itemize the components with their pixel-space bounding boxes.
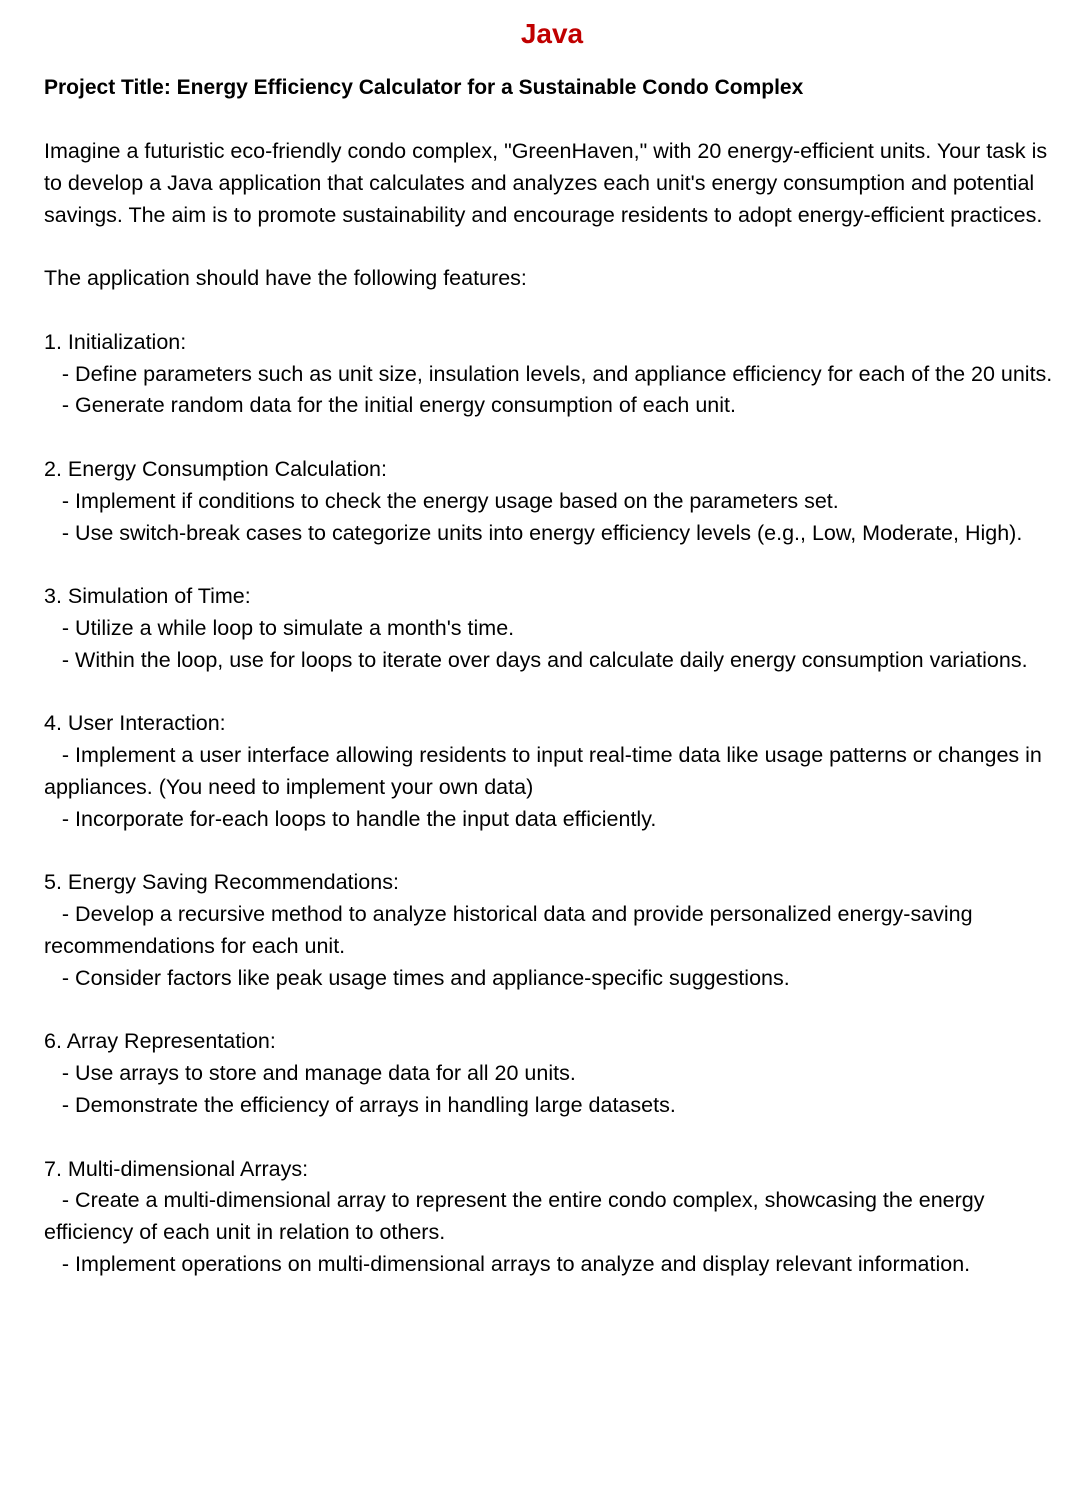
- section-bullet: - Develop a recursive method to analyze historical data and provide personalized energy-saving recommendations for each unit.: [44, 902, 979, 958]
- features-intro: The application should have the following features:: [44, 266, 527, 291]
- section-bullet: - Implement if conditions to check the energy usage based on the parameters set.: [44, 488, 839, 513]
- section-heading: 5. Energy Saving Recommendations:: [44, 870, 399, 895]
- section-bullet: - Use switch-break cases to categorize units into energy efficiency levels (e.g., Low, Moderate, High).: [44, 520, 1023, 545]
- document-heading: Java: [520, 18, 584, 49]
- section-heading: 2. Energy Consumption Calculation:: [44, 456, 387, 481]
- section-multidimensional-arrays: [44, 1154, 1060, 1281]
- section-energy-consumption: [44, 454, 1060, 549]
- section-heading: 6. Array Representation:: [44, 1029, 276, 1054]
- section-bullet: - Demonstrate the efficiency of arrays in handling large datasets.: [44, 1092, 676, 1117]
- section-bullet: - Use arrays to store and manage data for all 20 units.: [44, 1061, 576, 1086]
- section-bullet: - Consider factors like peak usage times and appliance-specific suggestions.: [44, 965, 790, 990]
- document-page: [44, 14, 1060, 1312]
- section-user-interaction: [44, 708, 1060, 835]
- section-initialization: [44, 327, 1060, 422]
- section-simulation-of-time: [44, 581, 1060, 676]
- section-bullet: - Create a multi-dimensional array to represent the entire condo complex, showcasing the energy efficiency of each unit in relation to others.: [44, 1188, 991, 1245]
- project-title: Project Title: Energy Efficiency Calculator for a Sustainable Condo Complex: [44, 76, 804, 99]
- section-heading: 7. Multi-dimensional Arrays:: [44, 1156, 309, 1181]
- section-bullet: - Generate random data for the initial energy consumption of each unit.: [44, 393, 736, 418]
- section-heading: 4. User Interaction:: [44, 711, 226, 736]
- section-bullet: - Define parameters such as unit size, insulation levels, and appliance efficiency for each of the 20 units.: [44, 361, 1053, 386]
- section-heading: 1. Initialization:: [44, 329, 187, 354]
- section-bullet: - Implement operations on multi-dimensional arrays to analyze and display relevant information.: [44, 1251, 971, 1276]
- section-bullet: - Utilize a while loop to simulate a month's time.: [44, 615, 515, 640]
- section-array-representation: [44, 1026, 1060, 1121]
- section-heading: 3. Simulation of Time:: [44, 584, 251, 609]
- intro-paragraph: Imagine a futuristic eco-friendly condo complex, "GreenHaven," with 20 energy-efficient units. Your task is to develop a Java application that calculates and analyzes each unit's energy consumption and potential savings. The aim is to promote sustainability and encourage residents to adopt energy-efficient practices.: [44, 139, 1048, 227]
- section-bullet: - Incorporate for-each loops to handle the input data efficiently.: [44, 806, 657, 831]
- section-bullet: - Within the loop, use for loops to iterate over days and calculate daily energy consumption variations.: [44, 647, 1028, 672]
- section-bullet: - Implement a user interface allowing residents to input real-time data like usage patterns or changes in appliances. (You need to implement your own data): [44, 743, 1048, 799]
- section-energy-saving: [44, 867, 1060, 994]
